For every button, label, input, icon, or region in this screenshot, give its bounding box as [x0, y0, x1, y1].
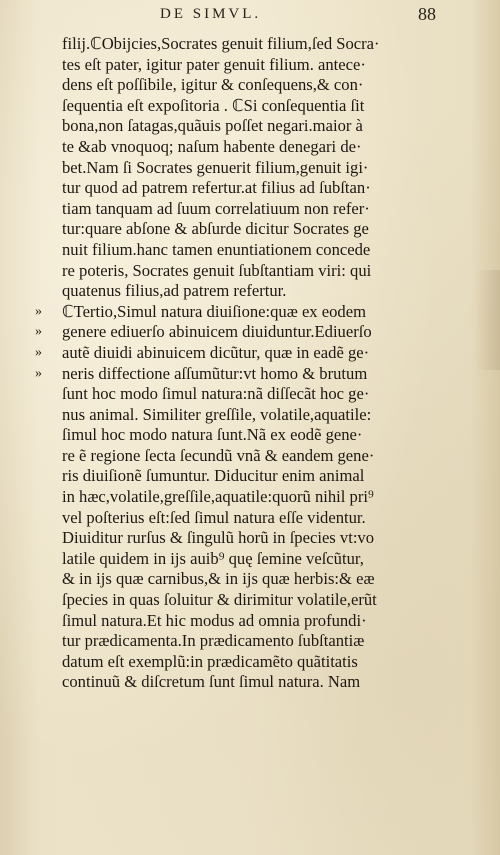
text-line	[35, 322, 454, 343]
page-header	[0, 4, 500, 30]
text-line	[62, 405, 454, 426]
line-text: ſimul natura.Et hic modus ad omnia profundi·	[62, 610, 367, 630]
text-line	[62, 549, 454, 570]
text-line	[35, 342, 454, 364]
text-line	[62, 261, 454, 282]
line-text: tes eſt pater, igitur pater genuit filium. antece·	[62, 54, 366, 74]
text-line	[62, 487, 454, 508]
line-text: datum eſt exemplũ:in prædicamẽto quãtitatis	[62, 651, 358, 671]
text-line	[62, 590, 454, 611]
text-line	[62, 652, 454, 673]
line-text: genere ediuerſo abinuicem diuiduntur.Ediuerſo	[62, 322, 372, 342]
line-text: ſpecies in quas ſoluitur & dirimitur volatile,erũt	[62, 590, 377, 610]
running-head: DE SIMVL.	[160, 6, 262, 22]
text-line	[62, 116, 454, 137]
text-line	[62, 199, 454, 220]
line-text: Diuiditur rurſus & ſingulũ horũ in ſpecies vt:vo	[62, 528, 375, 548]
text-line	[62, 281, 454, 302]
page-number: 88	[418, 4, 436, 24]
line-text: filij.ℂObijcies,Socrates genuit filium,ſed Socra·	[62, 34, 380, 53]
text-line	[35, 301, 454, 323]
line-text: autẽ diuidi abinuicem dicũtur, quæ in eadẽ ge·	[62, 342, 370, 362]
text-line	[62, 466, 454, 487]
line-text: latile quidem in ijs auib⁹ quę ſemine veſcũtur,	[62, 548, 364, 568]
line-text: ℂTertio,Simul natura diuiſione:quæ ex eodem	[62, 301, 366, 321]
line-text: ris diuiſionẽ ſumuntur. Diducitur enim animal	[62, 466, 365, 486]
line-text: nuit filium.hanc tamen enuntiationem concede	[62, 239, 371, 259]
text-line	[62, 569, 454, 590]
text-line	[62, 611, 454, 632]
text-line	[62, 158, 454, 179]
line-text: tur prædicamenta.In prædicamento ſubſtantiæ	[62, 631, 365, 651]
text-line	[62, 34, 454, 55]
line-text: & in ijs quæ carnibus,& in ijs quæ herbis:& eæ	[62, 569, 375, 589]
text-line	[62, 446, 454, 467]
line-text: neris diffectione aſſumũtur:vt homo & brutum	[62, 363, 368, 383]
line-text: vel poſterius eſt:ſed ſimul natura eſſe videntur.	[62, 507, 366, 527]
line-text: tur quod ad patrem refertur.at filius ad ſubſtan·	[62, 178, 371, 198]
line-text: ſunt hoc modo ſimul natura:nã diſſecãt hoc ge·	[62, 384, 370, 404]
body-text	[35, 34, 454, 693]
margin-quote-marker: »	[35, 303, 42, 319]
line-text: bet.Nam ſi Socrates genuerit filium,genuit igi·	[62, 157, 369, 177]
paper-shadow	[475, 270, 500, 370]
margin-quote-marker: »	[35, 324, 42, 340]
text-line	[62, 75, 454, 96]
line-text: bona,non ſatagas,quãuis poſſet negari.maior à	[62, 116, 363, 136]
text-line	[62, 55, 454, 76]
text-line	[62, 178, 454, 199]
text-line	[62, 672, 454, 693]
text-line	[62, 384, 454, 405]
text-line	[62, 137, 454, 158]
line-text: tur:quare abſone & abſurde dicitur Socrates ge	[62, 219, 369, 239]
line-text: nus animal. Similiter greſſile, volatile,aquatile:	[62, 404, 372, 424]
text-line	[62, 508, 454, 529]
line-text: re poteris, Socrates genuit ſubſtantiam viri: qui	[62, 260, 372, 280]
line-text: re ẽ regione ſecta ſecundũ vnã & eandem gene·	[62, 445, 375, 465]
line-text: continuũ & diſcretum ſunt ſimul natura. Nam	[62, 672, 361, 692]
text-line	[62, 96, 454, 117]
line-text: quatenus filius,ad patrem refertur.	[62, 281, 287, 301]
line-text: ſequentia eſt expoſitoria . ℂSi conſequentia ſit	[62, 95, 365, 115]
text-line	[62, 425, 454, 446]
text-line	[62, 219, 454, 240]
text-line	[62, 631, 454, 652]
line-text: te &ab vnoquoq; naſum habente denegari de·	[62, 136, 362, 156]
text-line	[62, 528, 454, 549]
line-text: dens eſt poſſibile, igitur & conſequens,& con·	[62, 75, 364, 95]
text-line	[62, 240, 454, 261]
line-text: in hæc,volatile,greſſile,aquatile:quorũ nihil pri⁹	[62, 487, 374, 507]
text-line	[35, 363, 454, 385]
margin-quote-marker: »	[35, 344, 42, 360]
line-text: ſimul hoc modo natura ſunt.Nã ex eodẽ gene·	[62, 425, 363, 445]
margin-quote-marker: »	[35, 365, 42, 381]
line-text: tiam tanquam ad ſuum correlatiuum non refer·	[62, 198, 370, 218]
